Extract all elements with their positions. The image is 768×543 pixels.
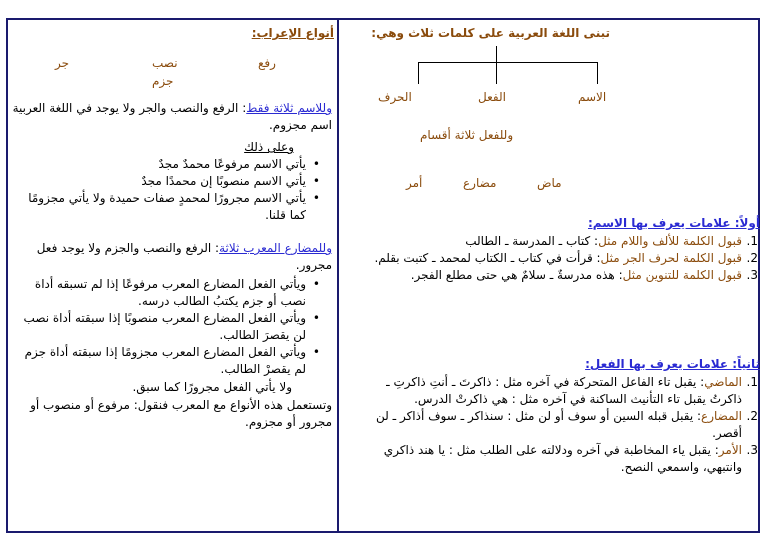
- verb-cases-label: وللمضارع المعرب ثلاثة: [219, 241, 332, 255]
- example-title: وعلى ذلك: [244, 140, 294, 154]
- noun-sign-1-label: قبول الكلمة للألف واللام مثل: [598, 234, 742, 248]
- verb-sign-2-text: : يقبل قبله السين أو سوف أو لن مثل : سنذاكر ـ سوف أذاكر ـ لن أقصر.: [376, 409, 742, 440]
- verb-case-bullet: • ويأتي الفعل المضارع المعرب منصوبًا إذا سبقته أداة نصب لن يقصرَ الطالب.: [23, 311, 320, 342]
- noun-signs-list: [352, 233, 758, 284]
- noun-sign-3: [352, 267, 758, 284]
- noun-sign-3-num: 3.: [746, 268, 758, 282]
- noun-cases-text: : الرفع والنصب والجر ولا يوجد في اللغة العربية اسم مجزوم.: [12, 101, 332, 132]
- verb-type-present: مضارع: [463, 176, 497, 190]
- noun-sign-3-label: قبول الكلمة للتنوين مثل: [622, 268, 742, 282]
- column-divider: [337, 18, 339, 533]
- verb-sign-1-label: الماضي: [704, 375, 742, 389]
- verb-case-bullet-text: ويأتي الفعل المضارع المعرب مجزومًا إذا سبقته أداة جزم لم يقصرْ الطالب.: [24, 345, 306, 376]
- verb-sign-3-num: 3.: [746, 443, 758, 457]
- verb-sign-3: [352, 442, 758, 476]
- tree-noun: الاسم: [578, 90, 607, 104]
- noun-case-bullet: • يأتي الاسم مجرورًا لمحمدٍ صفات حميدة ولا يأتي مجزومًا كما قلنا.: [28, 191, 320, 222]
- noun-sign-2-num: 2.: [746, 251, 758, 265]
- verb-sign-1-text: : يقبل تاء الفاعل المتحركة في آخره مثل : ذاكرتَ ـ أنتِ ذاكرتِ ـ ذاكرتُ يقبل تاء التأنيث الساكنة في آخره مثل : هي ذاكرتْ الدرس.: [386, 375, 742, 406]
- verb-sign-2-num: 2.: [746, 409, 758, 423]
- noun-sign-1-num: 1.: [746, 234, 758, 248]
- tree-stem-verb: [496, 46, 497, 84]
- verb-cases-para: [10, 240, 332, 274]
- left-header: أنواع الإعراب:: [251, 26, 334, 40]
- noun-cases-label: وللاسم ثلاثة فقط: [246, 101, 332, 115]
- noun-case-bullet-text: يأتي الاسم مرفوعًا محمدٌ مجدٌ: [158, 157, 306, 171]
- verb-type-past: ماض: [537, 176, 562, 190]
- verb-sign-1: [352, 374, 758, 408]
- verb-cases-bullets: [10, 276, 320, 378]
- verb-case-bullet: • ويأتي الفعل المضارع المعرب مجزومًا إذا سبقته أداة جزم لم يقصرْ الطالب.: [24, 345, 320, 376]
- noun-case-bullet-text: يأتي الاسم مجرورًا لمحمدٍ صفات حميدة ولا يأتي مجزومًا كما قلنا.: [28, 191, 306, 222]
- tree-verb: الفعل: [478, 90, 506, 104]
- right-header: تبنى اللغة العربية على كلمات ثلاث وهي:: [371, 26, 610, 40]
- verb-case-bullet: • ويأتي الفعل المضارع المعرب مرفوعًا إذا لم تسبقه أداة نصب أو جزم يكتبُ الطالب درسه.: [34, 277, 320, 308]
- noun-sign-2-label: قبول الكلمة لحرف الجر مثل: [600, 251, 742, 265]
- noun-sign-3-text: : هذه مدرسةٌ ـ سلامٌ هي حتى مطلع الفجر.: [410, 268, 623, 282]
- noun-sign-2: [352, 250, 758, 267]
- verb-signs-list: [352, 374, 758, 476]
- noun-cases-para: [10, 100, 332, 134]
- noun-signs-title: أولاً: علامات يعرف بها الاسم:: [588, 216, 760, 230]
- case-jar: جر: [55, 56, 70, 70]
- tree-hline: [418, 62, 598, 63]
- case-raf: رفع: [258, 56, 276, 70]
- verb-type-imperative: أمر: [406, 176, 423, 190]
- case-jazm: جزم: [152, 74, 174, 88]
- noun-sign-1: [352, 233, 758, 250]
- verb-cases-text: : الرفع والنصب والجزم ولا يوجد فعل مجرور.: [36, 241, 332, 272]
- tree-particle: الحرف: [378, 90, 412, 104]
- case-nasb: نصب: [152, 56, 178, 70]
- verb-signs-title: ثانياً: علامات يعرف بها الفعل:: [585, 357, 760, 371]
- verb-sign-2: [352, 408, 758, 442]
- verb-sign-1-num: 1.: [746, 375, 758, 389]
- noun-sign-1-text: : كتاب ـ المدرسة ـ الطالب: [465, 234, 599, 248]
- noun-case-bullet-text: يأتي الاسم منصوبًا إن محمدًا مجدٌ: [141, 174, 306, 188]
- verb-case-bullet-text: ويأتي الفعل المضارع المعرب مرفوعًا إذا لم تسبقه أداة نصب أو جزم يكتبُ الطالب درسه.: [34, 277, 306, 308]
- verb-sign-2-label: المضارع: [701, 409, 742, 423]
- verb-types-title: وللفعل ثلاثة أقسام: [420, 128, 514, 142]
- verb-sign-3-label: الأمر: [718, 443, 742, 457]
- noun-sign-2-text: : قرأت في كتاب ـ الكتاب لمحمد ـ كتبت بقلم.: [374, 251, 601, 265]
- tree-stem-noun: [597, 62, 598, 84]
- verb-cases-note: ولا يأتي الفعل مجرورًا كما سبق.: [132, 380, 292, 394]
- tree-stem-particle: [418, 62, 419, 84]
- noun-case-bullet: • يأتي الاسم منصوبًا إن محمدًا مجدٌ: [141, 174, 320, 188]
- closing-text: وتستعمل هذه الأنواع مع المعرب فنقول: مرفوع أو منصوب أو مجرور أو مجزوم.: [30, 398, 332, 429]
- verb-case-bullet-text: ويأتي الفعل المضارع المعرب منصوبًا إذا سبقته أداة نصب لن يقصرَ الطالب.: [23, 311, 306, 342]
- noun-cases-bullets: [10, 156, 320, 224]
- noun-case-bullet: • يأتي الاسم مرفوعًا محمدٌ مجدٌ: [158, 157, 320, 171]
- verb-sign-3-text: : يقبل ياء المخاطبة في آخره ودلالته على الطلب مثل : يا هند ذاكري وانتبهي، واسمعي النصح.: [383, 443, 742, 474]
